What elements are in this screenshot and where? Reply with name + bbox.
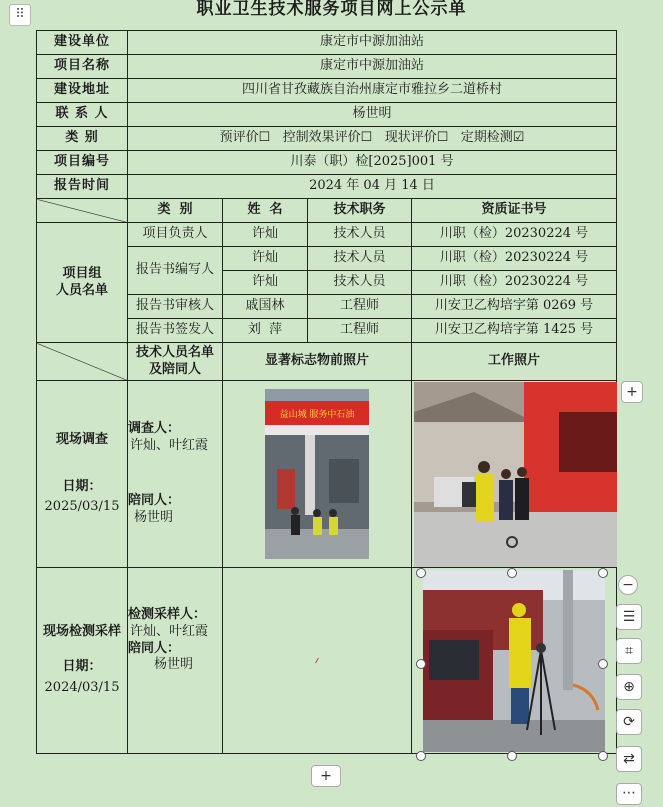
sampling-work-photo-cell: [412, 568, 617, 754]
member-name: 许灿: [223, 247, 308, 271]
diagonal-photo-header-cell: [37, 343, 128, 381]
escort-name: 杨世明: [134, 509, 174, 525]
member-name: 许灿: [223, 271, 308, 295]
member-cert: 川职（检）20230224 号: [412, 223, 617, 247]
member-name: 刘 萍: [223, 319, 308, 343]
member-role: 项目负责人: [128, 223, 223, 247]
survey-people: [128, 381, 223, 568]
survey-work-photo[interactable]: [414, 382, 617, 567]
resize-handle-e[interactable]: [598, 659, 608, 669]
value-unit: 康定市中源加油站: [128, 31, 617, 55]
member-header-cert: 资质证书号: [412, 199, 617, 223]
photo-header-work: 工作照片: [412, 343, 617, 381]
notice-table: [36, 30, 617, 754]
member-role: 报告书审核人: [128, 295, 223, 319]
label-report-time: 报告时间: [37, 175, 128, 199]
member-title: 工程师: [308, 295, 412, 319]
add-row-button[interactable]: +: [621, 381, 643, 403]
member-header-title: 技术职务: [308, 199, 412, 223]
crop-icon[interactable]: ⌗: [616, 638, 642, 664]
sampling-cell: [37, 568, 128, 754]
label-contact: 联 系 人: [37, 103, 128, 127]
value-project-name: 康定市中源加油站: [128, 55, 617, 79]
investigator-names: 许灿、叶红霞: [130, 438, 209, 454]
survey-date-label: 日期：: [62, 478, 102, 494]
value-contact: 杨世明: [128, 103, 617, 127]
label-category: 类 别: [37, 127, 128, 151]
member-role: 报告书签发人: [128, 319, 223, 343]
resize-handle-n[interactable]: [507, 568, 517, 578]
member-row: [37, 223, 617, 247]
resize-handle-ne[interactable]: [598, 568, 608, 578]
member-name: 戚国林: [223, 295, 308, 319]
resize-handle-w[interactable]: [416, 659, 426, 669]
collapse-button[interactable]: −: [618, 575, 638, 595]
member-header-category: 类 别: [128, 199, 223, 223]
survey-cell: [37, 381, 128, 568]
sampling-escort-name: 杨世明: [154, 657, 194, 673]
member-cert: 川安卫乙构培字第 1425 号: [412, 319, 617, 343]
rotate-icon[interactable]: ⟳: [616, 709, 642, 735]
survey-work-photo-cell: [412, 381, 617, 568]
value-address: 四川省甘孜藏族自治州康定市雅拉乡二道桥村: [128, 79, 617, 103]
resize-handle-nw[interactable]: [416, 568, 426, 578]
zoom-in-icon[interactable]: ⊕: [616, 674, 642, 700]
resize-handle-s[interactable]: [507, 751, 517, 761]
wrap-text-icon[interactable]: ☰: [616, 604, 642, 630]
survey-landmark-photo-cell: [223, 381, 412, 568]
member-name: 许灿: [223, 223, 308, 247]
photo-header-landmark: 显著标志物前照片: [223, 343, 412, 381]
sampling-escort-label: 陪同人：: [128, 640, 181, 656]
drag-handle-icon[interactable]: ⠿: [9, 4, 31, 26]
more-options-button[interactable]: ⋯: [616, 783, 642, 805]
mark-stroke: [315, 658, 319, 664]
member-role: 报告书编写人: [128, 247, 223, 295]
investigator-label: 调查人：: [128, 421, 181, 437]
member-title: 技术人员: [308, 271, 412, 295]
member-title: 技术人员: [308, 247, 412, 271]
member-title: 技术人员: [308, 223, 412, 247]
value-report-time: 2024 年 04 月 14 日: [128, 175, 617, 199]
value-project-no: 川泰（职）检[2025]001 号: [128, 151, 617, 175]
member-header-name: 姓 名: [223, 199, 308, 223]
sampling-landmark-photo-cell: [223, 568, 412, 754]
escort-label: 陪同人：: [128, 493, 181, 508]
gas-station-photo[interactable]: [265, 389, 369, 559]
sampling-date: 2024/03/15: [44, 679, 120, 695]
diagonal-header-cell: [37, 199, 128, 223]
station-sign-text: 益山城 服务中石油: [279, 410, 355, 420]
page-title: 职业卫生技术服务项目网上公示单: [196, 0, 467, 19]
sampler-names: 许灿、叶红霞: [130, 623, 209, 639]
label-project-no: 项目编号: [37, 151, 128, 175]
value-category: 预评价☐ 控制效果评价☐ 现状评价☐ 定期检测☑: [128, 127, 617, 151]
resize-handle-se[interactable]: [598, 751, 608, 761]
member-title: 工程师: [308, 319, 412, 343]
sampling-title: 现场检测采样: [42, 624, 121, 640]
label-address: 建设地址: [37, 79, 128, 103]
sampling-people: [128, 568, 223, 754]
member-cert: 川安卫乙构培字第 0269 号: [412, 295, 617, 319]
photo-header-staff: 技术人员名单 及陪同人: [128, 343, 223, 381]
add-column-button[interactable]: +: [311, 765, 341, 787]
sampler-label: 检测采样人：: [128, 606, 207, 622]
resize-handle-sw[interactable]: [416, 751, 426, 761]
sampling-work-photo[interactable]: [423, 570, 605, 752]
survey-title: 现场调查: [55, 431, 108, 447]
sampling-date-label: 日期：: [62, 659, 102, 675]
member-cert: 川职（检）20230224 号: [412, 271, 617, 295]
replace-image-icon[interactable]: ⇄: [616, 746, 642, 772]
member-cert: 川职（检）20230224 号: [412, 247, 617, 271]
label-project-name: 项目名称: [37, 55, 128, 79]
label-unit: 建设单位: [37, 31, 128, 55]
member-group-label: 项目组 人员名单: [37, 223, 128, 343]
survey-date: 2025/03/15: [44, 499, 120, 515]
